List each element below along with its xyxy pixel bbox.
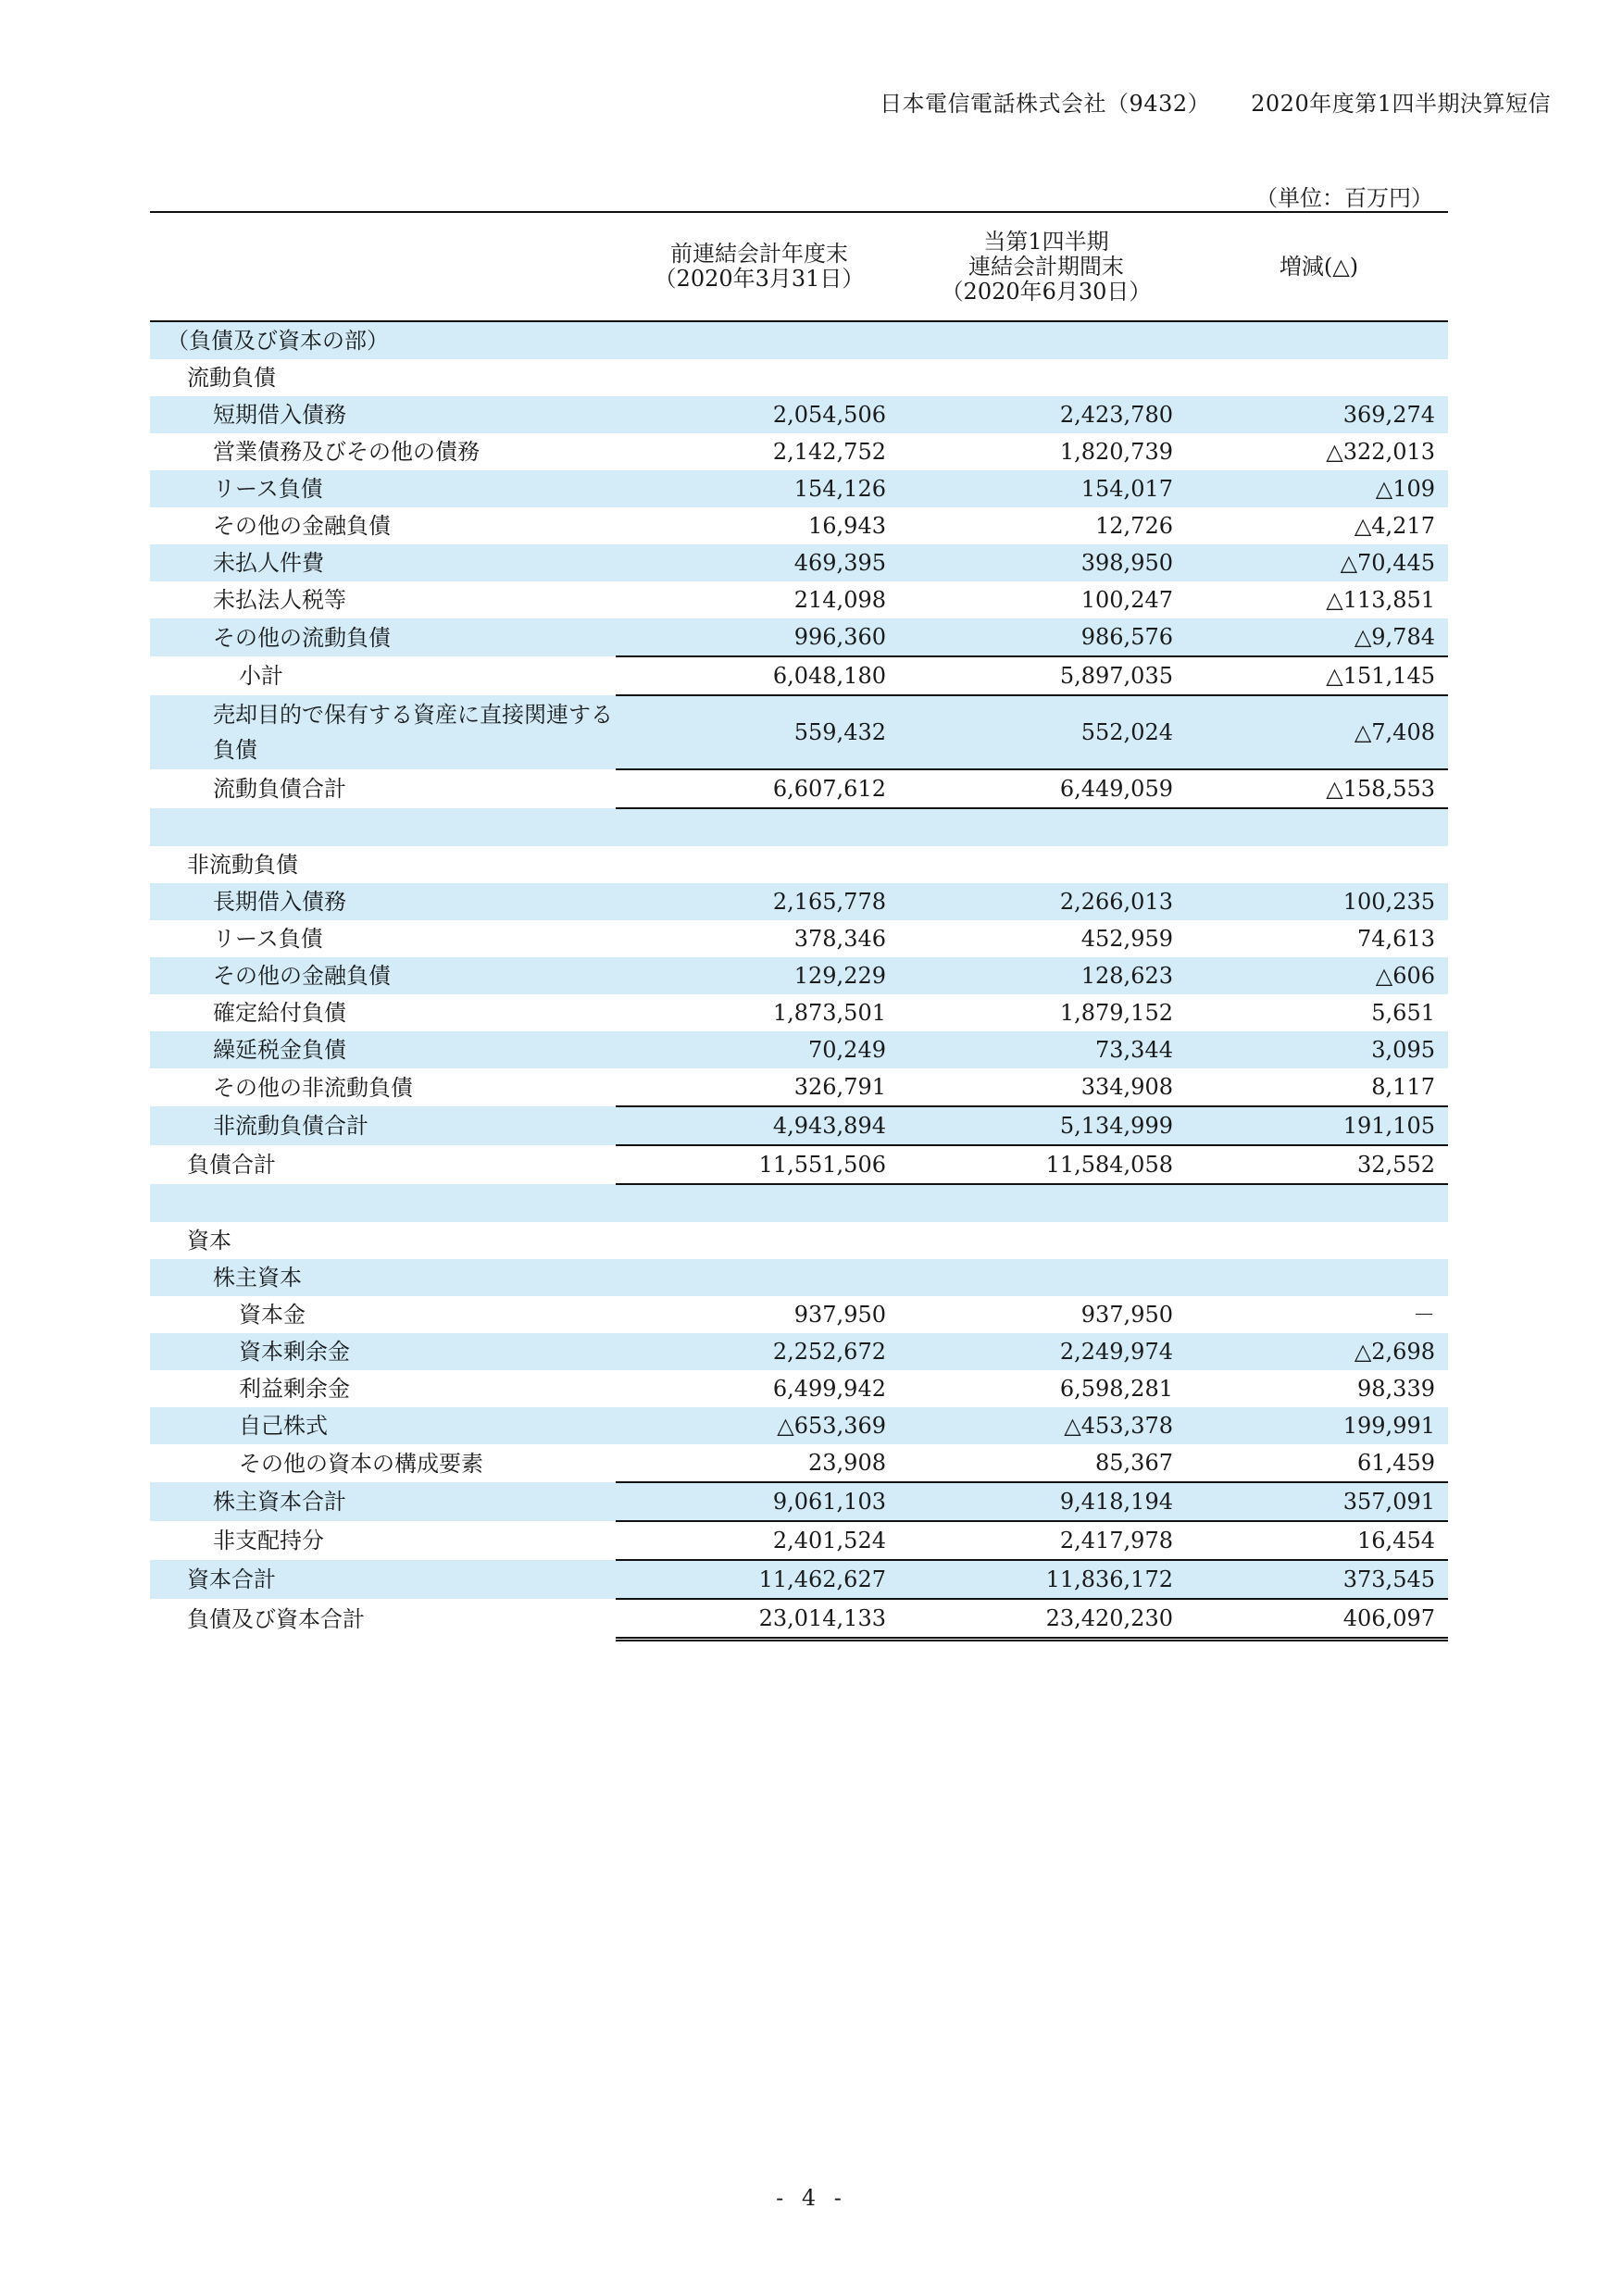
change-value: △322,013 bbox=[1326, 439, 1435, 465]
prior-value: 4,943,894 bbox=[616, 1106, 903, 1145]
change-value: △4,217 bbox=[1354, 513, 1435, 539]
row-label: 資本合計 bbox=[150, 1560, 616, 1599]
prior-value: 326,791 bbox=[793, 1074, 886, 1100]
change-value bbox=[1190, 1184, 1448, 1222]
prior-value: 6,607,612 bbox=[616, 769, 903, 808]
current-value bbox=[903, 1222, 1190, 1259]
prior-value: 378,346 bbox=[793, 926, 886, 952]
row-label: 株主資本 bbox=[150, 1259, 616, 1296]
table-row bbox=[150, 1106, 1448, 1145]
current-value bbox=[903, 808, 1190, 846]
row-label: その他の資本の構成要素 bbox=[239, 1450, 483, 1477]
change-value: 191,105 bbox=[1190, 1106, 1448, 1145]
prior-value bbox=[616, 808, 903, 846]
table-row bbox=[150, 1444, 1448, 1482]
table-row bbox=[150, 695, 1448, 769]
table-row bbox=[150, 1031, 1448, 1068]
current-value: 73,344 bbox=[903, 1031, 1190, 1068]
prior-value: 70,249 bbox=[616, 1031, 903, 1068]
prior-value: 6,048,180 bbox=[616, 656, 903, 695]
table-header-row bbox=[150, 212, 1448, 321]
header-prior-period bbox=[616, 212, 903, 321]
prior-value: 996,360 bbox=[616, 618, 903, 656]
table-row bbox=[150, 1599, 1448, 1640]
report-title: 2020年度第1四半期決算短信 bbox=[1251, 91, 1551, 117]
change-value: △2,698 bbox=[1190, 1333, 1448, 1370]
prior-value: 214,098 bbox=[793, 587, 886, 613]
row-label: 確定給付負債 bbox=[213, 1000, 346, 1026]
current-value: △453,378 bbox=[903, 1407, 1190, 1444]
prior-value: 154,126 bbox=[616, 470, 903, 507]
table-row bbox=[150, 507, 1448, 544]
prior-value: 11,551,506 bbox=[616, 1145, 903, 1184]
table-row bbox=[150, 846, 1448, 883]
prior-value: 2,401,524 bbox=[616, 1521, 903, 1560]
current-value: 6,449,059 bbox=[903, 769, 1190, 808]
table-row bbox=[150, 581, 1448, 618]
row-label: 短期借入債務 bbox=[150, 396, 616, 433]
table-row bbox=[150, 883, 1448, 920]
prior-value: 129,229 bbox=[616, 957, 903, 994]
prior-value: 469,395 bbox=[616, 544, 903, 581]
current-value: 11,584,058 bbox=[903, 1145, 1190, 1184]
prior-value bbox=[616, 359, 903, 396]
document-header bbox=[880, 85, 1551, 118]
current-value: 5,897,035 bbox=[903, 656, 1190, 695]
row-label: その他の非流動負債 bbox=[213, 1074, 413, 1101]
current-value: 154,017 bbox=[903, 470, 1190, 507]
table-row bbox=[150, 1333, 1448, 1370]
change-value: △606 bbox=[1190, 957, 1448, 994]
row-label: 営業債務及びその他の債務 bbox=[213, 439, 480, 465]
row-label: 資本金 bbox=[239, 1302, 306, 1328]
row-label: 流動負債合計 bbox=[213, 776, 346, 802]
row-label: 自己株式 bbox=[150, 1407, 616, 1444]
change-value: △158,553 bbox=[1190, 769, 1448, 808]
table-row bbox=[150, 957, 1448, 994]
prior-value bbox=[616, 1259, 903, 1296]
row-label: 株主資本合計 bbox=[150, 1482, 616, 1521]
table-row bbox=[150, 359, 1448, 396]
prior-value: 2,054,506 bbox=[616, 396, 903, 433]
prior-value bbox=[616, 846, 903, 883]
row-label: 長期借入債務 bbox=[150, 883, 616, 920]
header-prior-date: （2020年3月31日） bbox=[654, 266, 865, 292]
change-value bbox=[1190, 359, 1448, 396]
change-value: 357,091 bbox=[1190, 1482, 1448, 1521]
current-value: 937,950 bbox=[1080, 1302, 1173, 1328]
table-row bbox=[150, 808, 1448, 846]
current-value: 9,418,194 bbox=[903, 1482, 1190, 1521]
current-value: 334,908 bbox=[1080, 1074, 1173, 1100]
change-value bbox=[1190, 1222, 1448, 1259]
change-value bbox=[1190, 846, 1448, 883]
table-row bbox=[150, 396, 1448, 433]
prior-value: 2,165,778 bbox=[616, 883, 903, 920]
prior-value: 6,499,942 bbox=[772, 1376, 886, 1402]
company-name: 日本電信電話株式会社（9432） bbox=[880, 91, 1211, 117]
table-row bbox=[150, 544, 1448, 581]
change-value: 373,545 bbox=[1190, 1560, 1448, 1599]
row-label: 負債合計 bbox=[187, 1152, 276, 1178]
prior-value: 11,462,627 bbox=[616, 1560, 903, 1599]
current-value: 23,420,230 bbox=[903, 1599, 1190, 1640]
row-label: 繰延税金負債 bbox=[150, 1031, 616, 1068]
row-label: 未払人件費 bbox=[150, 544, 616, 581]
current-value: 85,367 bbox=[1095, 1450, 1173, 1476]
current-value: 11,836,172 bbox=[903, 1560, 1190, 1599]
current-value bbox=[903, 359, 1190, 396]
prior-value: 559,432 bbox=[616, 695, 903, 769]
table-row bbox=[150, 1145, 1448, 1184]
row-label: リース負債 bbox=[150, 470, 616, 507]
current-value: 5,134,999 bbox=[903, 1106, 1190, 1145]
row-label: 非流動負債合計 bbox=[150, 1106, 616, 1145]
change-value: － bbox=[1413, 1302, 1435, 1328]
table-row bbox=[150, 321, 1448, 359]
row-label: （負債及び資本の部） bbox=[150, 321, 616, 359]
change-value: 32,552 bbox=[1190, 1145, 1448, 1184]
current-value: 128,623 bbox=[903, 957, 1190, 994]
prior-value: 1,873,501 bbox=[772, 1000, 886, 1026]
prior-value: △653,369 bbox=[616, 1407, 903, 1444]
current-value: 2,417,978 bbox=[903, 1521, 1190, 1560]
header-change: 増減(△) bbox=[1190, 212, 1448, 321]
change-value: △109 bbox=[1190, 470, 1448, 507]
header-current-line: 当第1四半期 bbox=[983, 228, 1109, 255]
table-row bbox=[150, 1560, 1448, 1599]
table-row bbox=[150, 1482, 1448, 1521]
row-label: その他の金融負債 bbox=[150, 957, 616, 994]
current-value bbox=[903, 1184, 1190, 1222]
change-value: 199,991 bbox=[1190, 1407, 1448, 1444]
prior-value: 23,014,133 bbox=[616, 1599, 903, 1640]
current-value: 2,423,780 bbox=[903, 396, 1190, 433]
row-label: 負債及び資本合計 bbox=[187, 1605, 365, 1632]
unit-note: （単位：百万円） bbox=[1255, 185, 1433, 211]
table-row bbox=[150, 1259, 1448, 1296]
balance-sheet-body bbox=[150, 321, 1448, 1640]
prior-value: 9,061,103 bbox=[616, 1482, 903, 1521]
row-label: 資本 bbox=[187, 1228, 231, 1254]
table-row bbox=[150, 1296, 1448, 1333]
row-label: 流動負債 bbox=[187, 365, 276, 391]
current-value: 552,024 bbox=[903, 695, 1190, 769]
page-number: - 4 - bbox=[776, 2185, 847, 2211]
table-row bbox=[150, 470, 1448, 507]
row-label: 売却目的で保有する資産に直接関連する負債 bbox=[150, 695, 616, 769]
row-label: その他の流動負債 bbox=[150, 618, 616, 656]
current-value: 398,950 bbox=[903, 544, 1190, 581]
change-value: △70,445 bbox=[1190, 544, 1448, 581]
change-value: 5,651 bbox=[1371, 1000, 1435, 1026]
row-label: その他の金融負債 bbox=[213, 513, 391, 539]
change-value bbox=[1190, 321, 1448, 359]
prior-value: 23,908 bbox=[808, 1450, 886, 1476]
row-label: 未払法人税等 bbox=[213, 587, 346, 613]
current-value: 452,959 bbox=[1080, 926, 1173, 952]
current-value bbox=[903, 846, 1190, 883]
current-value: 12,726 bbox=[1095, 513, 1173, 539]
balance-sheet-table bbox=[150, 211, 1448, 1641]
table-row bbox=[150, 618, 1448, 656]
table-row bbox=[150, 1184, 1448, 1222]
current-value: 986,576 bbox=[903, 618, 1190, 656]
row-label: 利益剰余金 bbox=[239, 1376, 350, 1402]
header-prior-line: 前連結会計年度末 bbox=[670, 241, 848, 267]
change-value bbox=[1190, 1259, 1448, 1296]
change-value: 16,454 bbox=[1190, 1521, 1448, 1560]
prior-value: 2,252,672 bbox=[616, 1333, 903, 1370]
table-row bbox=[150, 1370, 1448, 1407]
row-label: 資本剰余金 bbox=[150, 1333, 616, 1370]
current-value: 6,598,281 bbox=[1059, 1376, 1173, 1402]
header-current-period bbox=[903, 212, 1190, 321]
table-row bbox=[150, 1068, 1448, 1106]
header-current-date: （2020年6月30日） bbox=[941, 278, 1152, 305]
change-value: 8,117 bbox=[1371, 1074, 1435, 1100]
current-value: 1,879,152 bbox=[1059, 1000, 1173, 1026]
current-value bbox=[903, 1259, 1190, 1296]
row-label bbox=[150, 808, 616, 846]
row-label: 非支配持分 bbox=[213, 1528, 324, 1554]
change-value: 98,339 bbox=[1357, 1376, 1435, 1402]
change-value: △151,145 bbox=[1190, 656, 1448, 695]
change-value: 406,097 bbox=[1190, 1599, 1448, 1640]
table-row bbox=[150, 1521, 1448, 1560]
table-row bbox=[150, 1407, 1448, 1444]
prior-value bbox=[616, 321, 903, 359]
prior-value bbox=[616, 1222, 903, 1259]
header-current-line: 連結会計期間末 bbox=[968, 253, 1124, 280]
table-row bbox=[150, 656, 1448, 695]
current-value: 1,820,739 bbox=[1059, 439, 1173, 465]
table-row bbox=[150, 994, 1448, 1031]
change-value: 100,235 bbox=[1190, 883, 1448, 920]
table-row bbox=[150, 1222, 1448, 1259]
row-label bbox=[150, 1184, 616, 1222]
current-value: 2,266,013 bbox=[903, 883, 1190, 920]
row-label: 小計 bbox=[239, 663, 283, 689]
change-value: △7,408 bbox=[1190, 695, 1448, 769]
prior-value bbox=[616, 1184, 903, 1222]
current-value bbox=[903, 321, 1190, 359]
current-value: 100,247 bbox=[1080, 587, 1173, 613]
row-label: リース負債 bbox=[213, 926, 323, 952]
change-value: △113,851 bbox=[1326, 587, 1435, 613]
current-value: 2,249,974 bbox=[903, 1333, 1190, 1370]
row-label: 非流動負債 bbox=[187, 852, 298, 878]
change-value: 74,613 bbox=[1357, 926, 1435, 952]
table-row bbox=[150, 769, 1448, 808]
change-value: 61,459 bbox=[1357, 1450, 1435, 1476]
table-row bbox=[150, 433, 1448, 470]
table-row bbox=[150, 920, 1448, 957]
prior-value: 2,142,752 bbox=[772, 439, 886, 465]
change-value: 3,095 bbox=[1190, 1031, 1448, 1068]
change-value: △9,784 bbox=[1190, 618, 1448, 656]
change-value bbox=[1190, 808, 1448, 846]
prior-value: 16,943 bbox=[808, 513, 886, 539]
header-label-cell bbox=[150, 212, 616, 321]
prior-value: 937,950 bbox=[793, 1302, 886, 1328]
change-value: 369,274 bbox=[1190, 396, 1448, 433]
